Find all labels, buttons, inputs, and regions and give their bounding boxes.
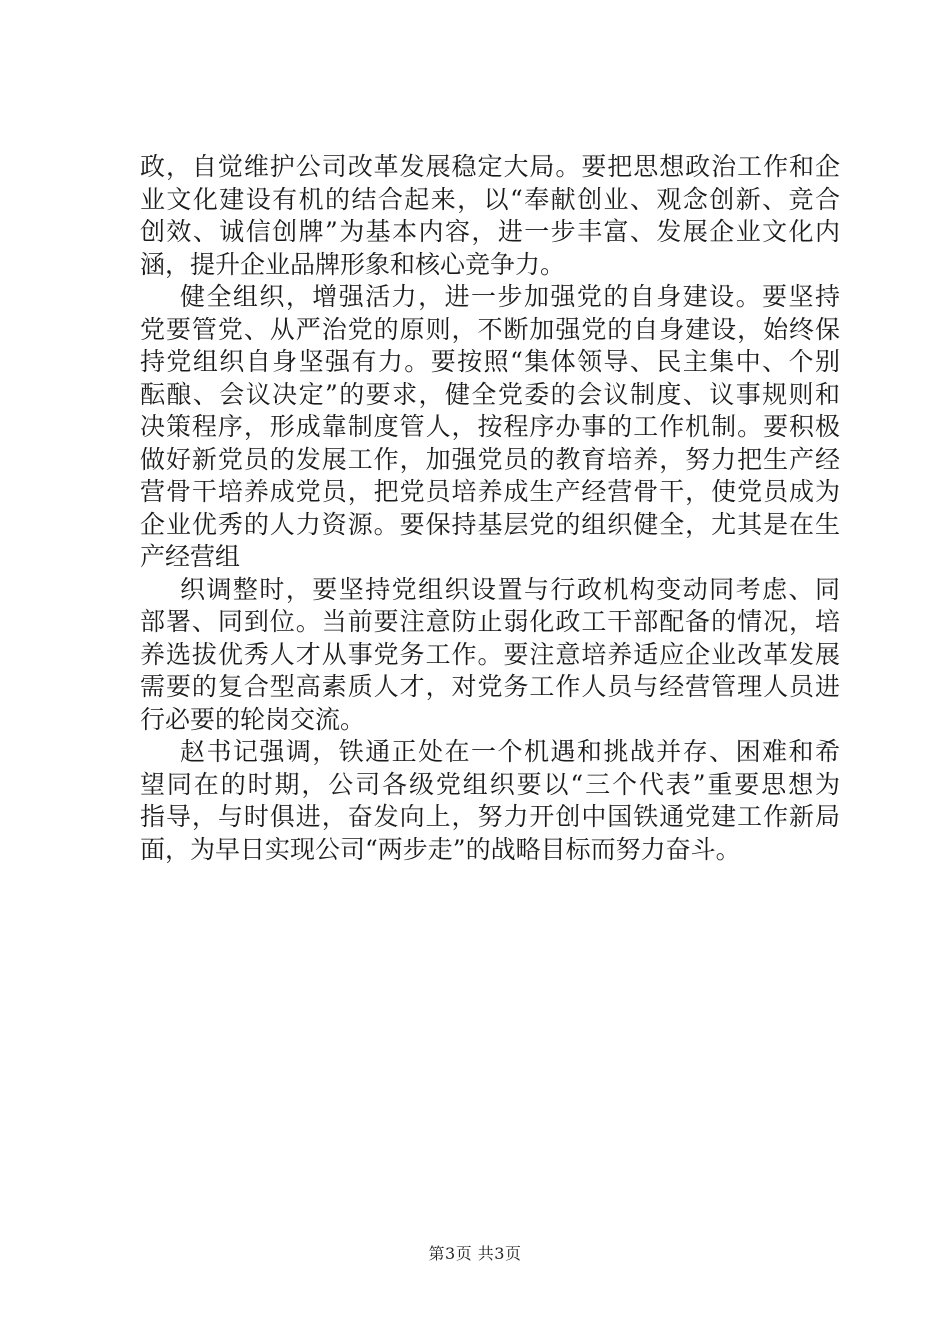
paragraph-line: 政，自觉维护公司改革发展稳定大局。要把思想政治工作和企 xyxy=(140,152,840,181)
paragraph-line: 决策程序，形成靠制度管人，按程序办事的工作机制。要积极 xyxy=(140,412,840,441)
paragraph xyxy=(140,736,840,866)
paragraph-line: 面，为早日实现公司“两步走”的战略目标而努力奋斗。 xyxy=(140,834,741,864)
paragraph-line: 织调整时，要坚持党组织设置与行政机构变动同考虑、同 xyxy=(180,574,840,604)
paragraph-line: 做好新党员的发展工作，加强党员的教育培养，努力把生产经 xyxy=(140,444,840,474)
paragraph-line: 产经营组 xyxy=(140,542,241,571)
paragraph xyxy=(140,574,840,737)
paragraph-line: 涵，提升企业品牌形象和核心竞争力。 xyxy=(140,249,566,279)
paragraph xyxy=(140,281,840,574)
paragraph-line: 创效、诚信创牌”为基本内容，进一步丰富、发展企业文化内 xyxy=(140,217,840,246)
paragraph-line: 行必要的轮岗交流。 xyxy=(140,704,366,734)
paragraph-line: 企业优秀的人力资源。要保持基层党的组织健全，尤其是在生 xyxy=(140,509,840,539)
paragraph-line: 党要管党、从严治党的原则，不断加强党的自身建设，始终保 xyxy=(140,314,840,344)
page-footer: 第3页 共3页 xyxy=(428,1244,522,1263)
paragraph-line: 赵书记强调，铁通正处在一个机遇和挑战并存、困难和希 xyxy=(180,737,840,766)
paragraph-line: 需要的复合型高素质人才，对党务工作人员与经营管理人员进 xyxy=(140,672,840,701)
paragraph-line: 持党组织自身坚强有力。要按照“集体领导、民主集中、个别 xyxy=(140,347,840,376)
paragraph-line: 望同在的时期，公司各级党组织要以“三个代表”重要思想为 xyxy=(140,769,840,799)
paragraph-line: 部署、同到位。当前要注意防止弱化政工干部配备的情况，培 xyxy=(140,607,840,636)
paragraph-line: 养选拔优秀人才从事党务工作。要注意培养适应企业改革发展 xyxy=(140,639,840,669)
paragraph-line: 酝酿、会议决定”的要求，健全党委的会议制度、议事规则和 xyxy=(140,379,840,409)
paragraph xyxy=(140,151,840,281)
paragraph-line: 指导，与时俱进，奋发向上，努力开创中国铁通党建工作新局 xyxy=(140,802,840,831)
paragraph-line: 业文化建设有机的结合起来，以“奉献创业、观念创新、竞合 xyxy=(140,184,840,214)
paragraph-line: 营骨干培养成党员，把党员培养成生产经营骨干，使党员成为 xyxy=(140,477,840,506)
document-body xyxy=(140,151,840,866)
paragraph-line: 健全组织，增强活力，进一步加强党的自身建设。要坚持 xyxy=(180,282,840,311)
